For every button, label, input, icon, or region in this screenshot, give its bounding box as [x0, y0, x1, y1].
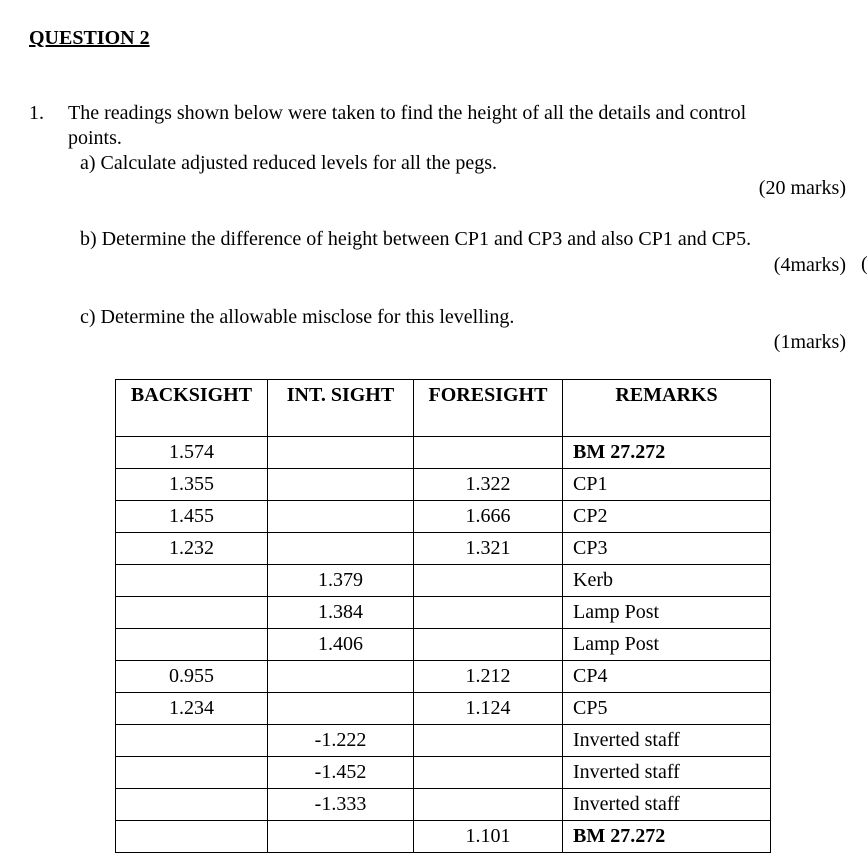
part-c-label: c): [80, 306, 96, 328]
backsight-cell: 0.955: [116, 661, 268, 693]
foresight-cell: [414, 789, 563, 821]
remark-cell: Inverted staff: [563, 789, 771, 821]
table-row: [116, 629, 771, 661]
remark-cell: CP4: [563, 661, 771, 693]
part-b-marks: (4marks): [773, 254, 846, 276]
levelling-table: [115, 379, 771, 853]
question-number: 1.: [29, 102, 44, 124]
foresight-cell: [414, 629, 563, 661]
int-sight-cell: 1.406: [268, 629, 414, 661]
table-row: [116, 821, 771, 853]
foresight-cell: 1.101: [414, 821, 563, 853]
int-sight-cell: [268, 693, 414, 725]
int-sight-cell: [268, 533, 414, 565]
remark-cell: CP5: [563, 693, 771, 725]
foresight-cell: [414, 597, 563, 629]
question-heading: QUESTION 2: [29, 27, 150, 49]
table-row: [116, 757, 771, 789]
foresight-cell: 1.124: [414, 693, 563, 725]
backsight-cell: [116, 757, 268, 789]
header-int-sight: INT. SIGHT: [268, 380, 414, 437]
int-sight-cell: 1.379: [268, 565, 414, 597]
part-a-text: Calculate adjusted reduced levels for all the pegs.: [100, 152, 498, 174]
part-a: [80, 151, 497, 175]
part-a-label: a): [80, 152, 96, 174]
table-header-row: [116, 380, 771, 437]
int-sight-cell: -1.333: [268, 789, 414, 821]
part-b: [80, 227, 751, 251]
part-b-label: b): [80, 228, 97, 250]
header-foresight: FORESIGHT: [414, 380, 563, 437]
remark-cell: CP3: [563, 533, 771, 565]
backsight-cell: [116, 629, 268, 661]
part-c-text: Determine the allowable misclose for this levelling.: [100, 306, 515, 328]
backsight-cell: 1.455: [116, 501, 268, 533]
int-sight-cell: 1.384: [268, 597, 414, 629]
part-b-text: Determine the difference of height between CP1 and CP3 and also CP1 and CP5.: [101, 228, 752, 250]
table-row: [116, 469, 771, 501]
backsight-cell: [116, 597, 268, 629]
table-row: [116, 597, 771, 629]
table-row: [116, 661, 771, 693]
remark-cell: BM 27.272: [563, 821, 771, 853]
table-row: [116, 693, 771, 725]
table-row: [116, 565, 771, 597]
remark-cell: BM 27.272: [563, 437, 771, 469]
int-sight-cell: [268, 661, 414, 693]
backsight-cell: [116, 565, 268, 597]
remark-cell: Inverted staff: [563, 725, 771, 757]
part-c-marks: (1marks): [773, 331, 846, 353]
backsight-cell: 1.355: [116, 469, 268, 501]
int-sight-cell: -1.222: [268, 725, 414, 757]
backsight-cell: 1.574: [116, 437, 268, 469]
question-intro-line-1: The readings shown below were taken to find the height of all the details and control: [68, 102, 747, 124]
part-c: [80, 305, 514, 329]
part-a-marks: (20 marks): [758, 177, 846, 199]
backsight-cell: [116, 821, 268, 853]
backsight-cell: 1.232: [116, 533, 268, 565]
backsight-cell: [116, 789, 268, 821]
foresight-cell: 1.322: [414, 469, 563, 501]
table-row: [116, 533, 771, 565]
header-backsight: BACKSIGHT: [116, 380, 268, 437]
foresight-cell: [414, 725, 563, 757]
remark-cell: CP2: [563, 501, 771, 533]
remark-cell: Kerb: [563, 565, 771, 597]
foresight-cell: 1.212: [414, 661, 563, 693]
table-row: [116, 789, 771, 821]
foresight-cell: [414, 565, 563, 597]
int-sight-cell: [268, 501, 414, 533]
remark-cell: Lamp Post: [563, 597, 771, 629]
table-row: [116, 501, 771, 533]
backsight-cell: [116, 725, 268, 757]
remark-cell: Inverted staff: [563, 757, 771, 789]
foresight-cell: 1.321: [414, 533, 563, 565]
foresight-cell: [414, 437, 563, 469]
remark-cell: CP1: [563, 469, 771, 501]
backsight-cell: 1.234: [116, 693, 268, 725]
int-sight-cell: [268, 821, 414, 853]
int-sight-cell: -1.452: [268, 757, 414, 789]
header-remarks: REMARKS: [563, 380, 771, 437]
question-intro-line-2: points.: [68, 127, 122, 149]
stray-parenthesis: (: [861, 253, 868, 275]
foresight-cell: [414, 757, 563, 789]
table-row: [116, 437, 771, 469]
int-sight-cell: [268, 469, 414, 501]
table-row: [116, 725, 771, 757]
foresight-cell: 1.666: [414, 501, 563, 533]
remark-cell: Lamp Post: [563, 629, 771, 661]
int-sight-cell: [268, 437, 414, 469]
